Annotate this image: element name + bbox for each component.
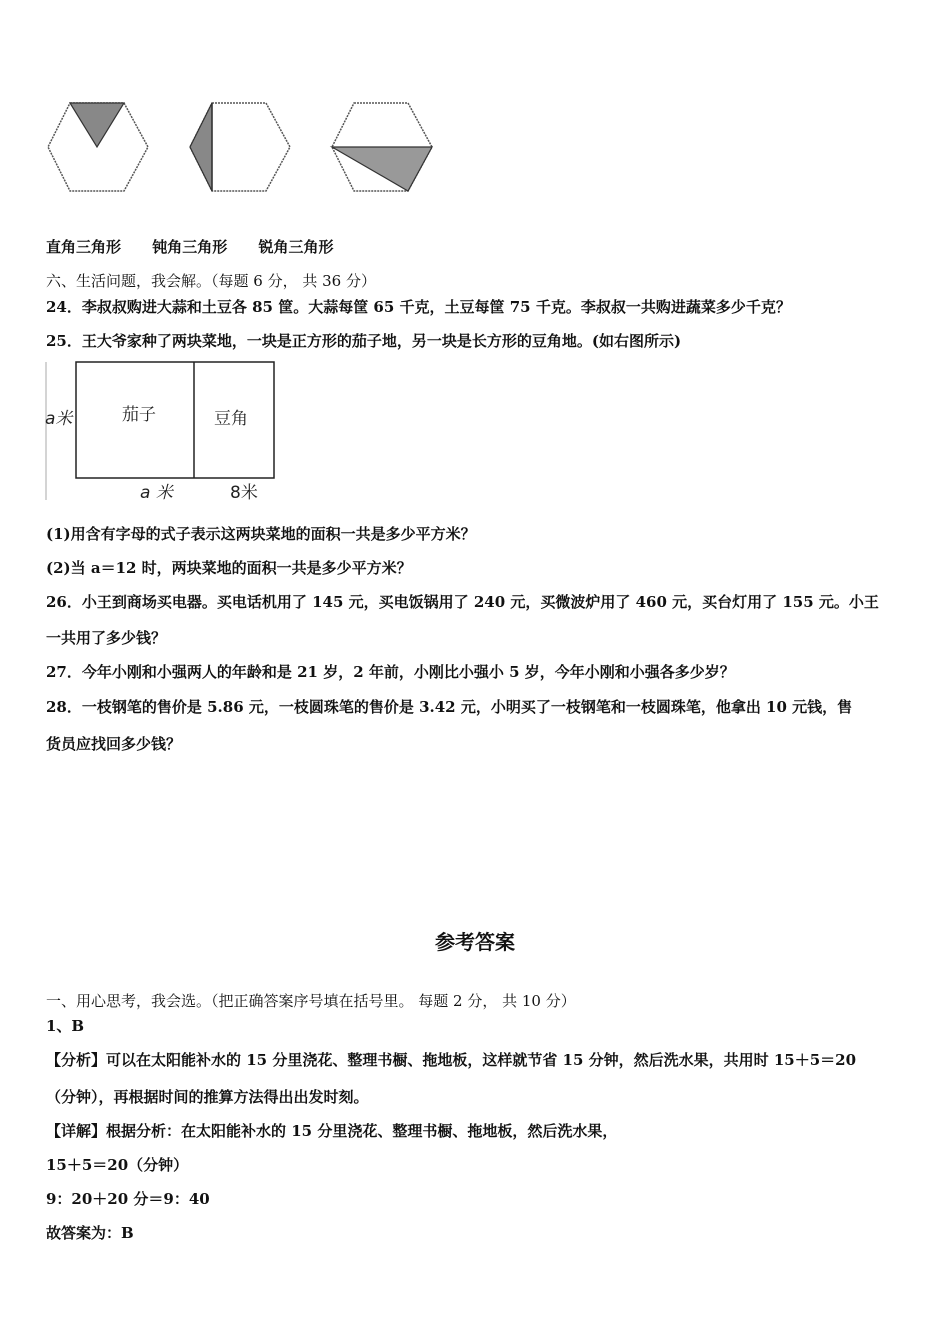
section6-heading: 六、生活问题，我会解。（每题 6 分， 共 36 分） xyxy=(46,272,376,290)
bean-label: 豆角 xyxy=(214,409,248,429)
question-28-line1: 28．一枝钢笔的售价是 5.86 元，一枝圆珠笔的售价是 3.42 元，小明买了一枝钢笔和一枝圆珠笔，他拿出 10 元钱，售 xyxy=(46,698,853,716)
garden-figure xyxy=(42,358,282,512)
hexagon-right-triangle xyxy=(48,103,148,191)
question-25-part1: (1)用含有字母的式子表示这两块菜地的面积一共是多少平方米？ xyxy=(46,525,476,543)
hexagon-figures-svg xyxy=(42,95,442,195)
analysis-line2: （分钟），再根据时间的推算方法得出出发时刻。 xyxy=(46,1088,369,1106)
question-26-line1: 26．小王到商场买电器。买电话机用了 145 元，买电饭锅用了 240 元，买微波炉用了 460 元，买台灯用了 155 元。小王 xyxy=(46,593,879,611)
triangle-labels xyxy=(46,236,360,257)
answer-1: 1、B xyxy=(46,1017,85,1035)
question-28-line2: 货员应找回多少钱？ xyxy=(46,735,182,753)
hexagon-acute-triangle xyxy=(332,103,432,191)
question-26-line2: 一共用了多少钱？ xyxy=(46,629,167,647)
answers-section1-heading: 一、用心思考，我会选。（把正确答案序号填在括号里。 每题 2 分， 共 10 分） xyxy=(46,992,576,1010)
question-24: 24．李叔叔购进大蒜和土豆各 85 筐。大蒜每筐 65 千克，土豆每筐 75 千克。李叔叔一共购进蔬菜多少千克？ xyxy=(46,298,791,316)
hexagon-figures xyxy=(42,95,442,199)
conclusion-line: 故答案为：B xyxy=(46,1224,134,1242)
question-25: 25．王大爷家种了两块菜地，一块是正方形的茄子地，另一块是长方形的豆角地。(如右图所示) xyxy=(46,332,682,350)
hexagon-obtuse-triangle xyxy=(190,103,290,191)
calc-line1: 15＋5＝20（分钟） xyxy=(46,1156,189,1174)
detail-line: 【详解】根据分析：在太阳能补水的 15 分里浇花、整理书橱、拖地板，然后洗水果， xyxy=(46,1122,618,1140)
question-25-part2: (2)当 a＝12 时，两块菜地的面积一共是多少平方米？ xyxy=(46,559,412,577)
label-obtuse-triangle: 钝角三角形 xyxy=(152,238,228,256)
label-right-triangle: 直角三角形 xyxy=(46,238,122,256)
answers-title: 参考答案 xyxy=(435,930,515,954)
analysis-line1: 【分析】可以在太阳能补水的 15 分里浇花、整理书橱、拖地板，这样就节省 15 分钟，然后洗水果，共用时 15＋5＝20 xyxy=(46,1051,857,1069)
question-27: 27．今年小刚和小强两人的年龄和是 21 岁，2 年前，小刚比小强小 5 岁，今年小刚和小强各多少岁？ xyxy=(46,663,735,681)
side-label: a米 xyxy=(45,409,73,429)
bottom-left-label: a 米 xyxy=(140,483,173,503)
garden-figure-svg xyxy=(42,358,282,508)
eggplant-label: 茄子 xyxy=(122,405,156,425)
bottom-right-label: 8米 xyxy=(230,483,258,503)
calc-line2: 9：20＋20 分＝9：40 xyxy=(46,1190,210,1208)
label-acute-triangle: 锐角三角形 xyxy=(258,238,334,256)
